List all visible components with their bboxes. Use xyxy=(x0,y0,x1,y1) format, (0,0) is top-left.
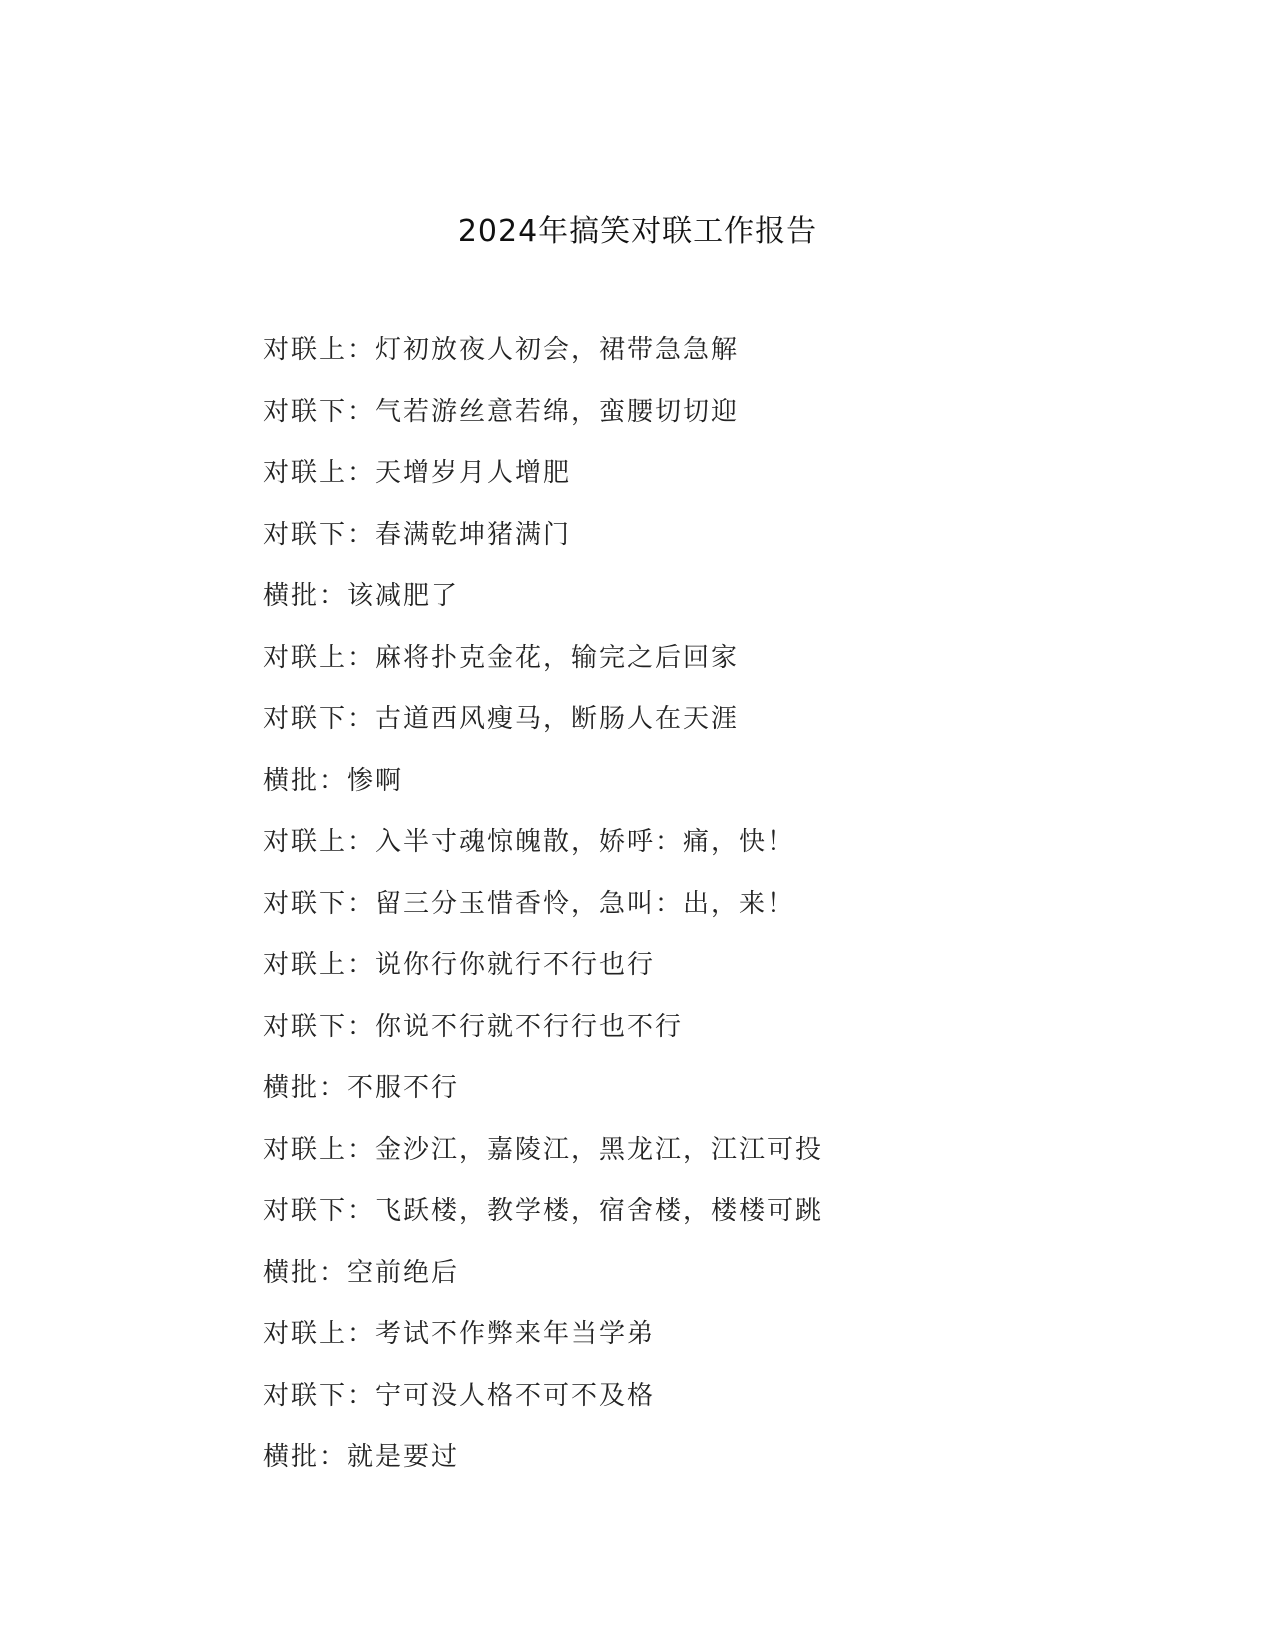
couplet-line: 对联上：考试不作弊来年当学弟 xyxy=(263,1319,656,1349)
couplet-line: 对联上：灯初放夜人初会，裙带急急解 xyxy=(263,335,740,365)
couplet-line: 横批：空前绝后 xyxy=(263,1257,460,1288)
couplet-line: 对联下：春满乾坤猪满门 xyxy=(263,519,572,550)
couplet-line: 对联上：说你行你就行不行也行 xyxy=(263,950,656,980)
couplet-list xyxy=(263,330,823,1499)
couplet-line: 对联下：飞跃楼，教学楼，宿舍楼，楼楼可跳 xyxy=(263,1196,824,1226)
couplet-line: 横批：该减肥了 xyxy=(263,581,460,611)
document-title: 2024年搞笑对联工作报告 xyxy=(457,214,818,249)
couplet-line: 横批：惨啊 xyxy=(263,765,404,796)
couplet-line: 横批：不服不行 xyxy=(263,1073,460,1103)
couplet-line: 对联下：气若游丝意若绵，蛮腰切切迎 xyxy=(263,396,740,427)
couplet-line: 对联下：你说不行就不行行也不行 xyxy=(263,1011,684,1042)
couplet-line: 对联下：古道西风瘦马，断肠人在天涯 xyxy=(263,704,740,734)
couplet-line: 对联上：入半寸魂惊魄散，娇呼：痛，快！ xyxy=(263,827,796,857)
couplet-line: 对联上：麻将扑克金花，输完之后回家 xyxy=(263,642,740,673)
couplet-line: 对联上：天增岁月人增肥 xyxy=(263,458,572,488)
couplet-line: 对联下：宁可没人格不可不及格 xyxy=(263,1380,656,1411)
couplet-line: 对联上：金沙江，嘉陵江，黑龙江，江江可投 xyxy=(263,1134,824,1165)
couplet-line: 对联下：留三分玉惜香怜，急叫：出，来！ xyxy=(263,888,796,919)
couplet-line: 横批：就是要过 xyxy=(263,1442,460,1472)
